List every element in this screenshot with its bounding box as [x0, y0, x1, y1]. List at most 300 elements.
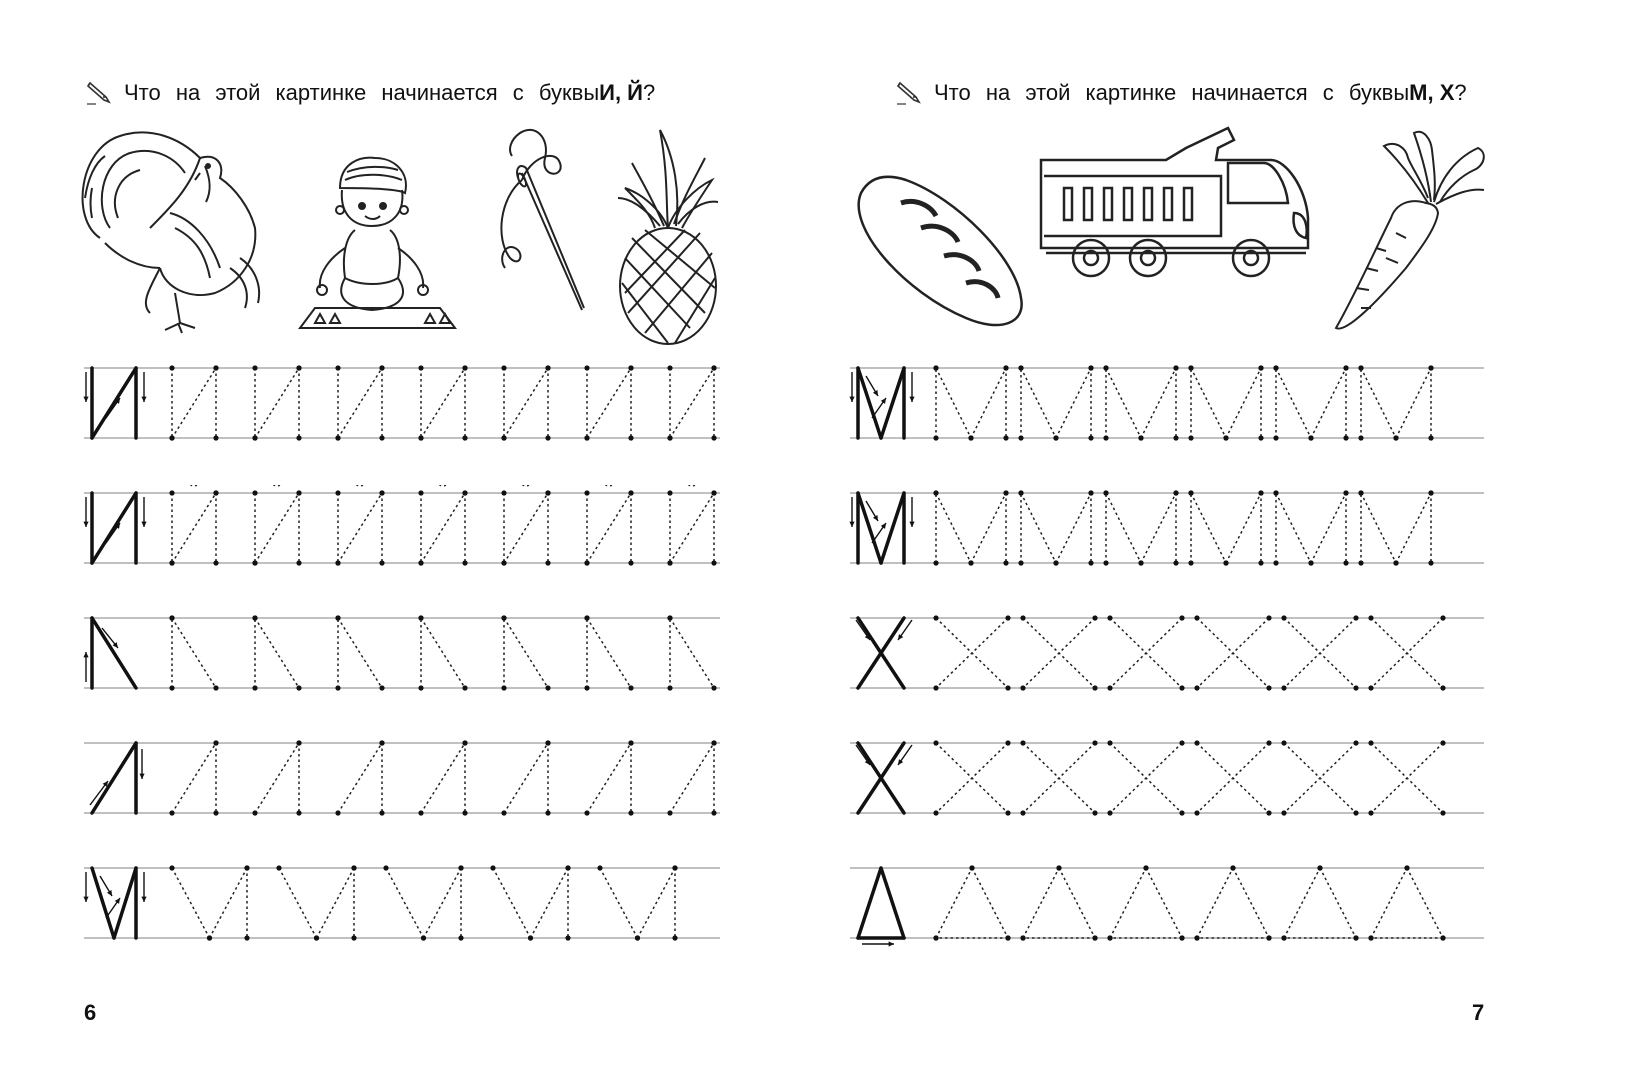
- start-dot: [584, 490, 589, 495]
- start-dot: [1266, 935, 1271, 940]
- start-dot: [418, 810, 423, 815]
- start-dot: [672, 865, 677, 870]
- dotted-breve: [602, 485, 616, 486]
- end-dot: [244, 935, 249, 940]
- end-dot: [213, 435, 218, 440]
- dotted-breve: [685, 485, 699, 486]
- tracing-row-svg: [816, 735, 1633, 825]
- start-dot: [1440, 615, 1445, 620]
- start-dot: [490, 865, 495, 870]
- dotted-stroke: [1056, 493, 1091, 563]
- dotted-stroke: [421, 743, 465, 813]
- start-dot: [1103, 560, 1108, 565]
- start-dot: [667, 560, 672, 565]
- end-dot: [628, 810, 633, 815]
- start-dot: [501, 810, 506, 815]
- start-dot: [252, 685, 257, 690]
- end-dot: [1005, 685, 1010, 690]
- start-dot: [933, 490, 938, 495]
- dotted-stroke: [1320, 868, 1356, 938]
- needle-picture: [501, 130, 584, 310]
- dotted-stroke: [936, 368, 971, 438]
- end-dot: [1173, 435, 1178, 440]
- end-dot: [1003, 435, 1008, 440]
- start-dot: [501, 615, 506, 620]
- start-dot: [968, 560, 973, 565]
- dotted-stroke: [1284, 868, 1320, 938]
- end-dot: [672, 935, 677, 940]
- start-dot: [169, 365, 174, 370]
- sample-stroke: [92, 493, 136, 563]
- start-dot: [1393, 435, 1398, 440]
- start-dot: [1258, 490, 1263, 495]
- start-dot: [1173, 490, 1178, 495]
- dotted-stroke: [1396, 368, 1431, 438]
- dotted-stroke: [338, 618, 382, 688]
- end-dot: [462, 685, 467, 690]
- start-dot: [1258, 365, 1263, 370]
- tracing-row-V: [0, 860, 816, 950]
- end-dot: [1088, 435, 1093, 440]
- dotted-stroke: [338, 743, 382, 813]
- start-dot: [1053, 435, 1058, 440]
- start-dot: [252, 435, 257, 440]
- dotted-stroke: [1023, 868, 1059, 938]
- question-text: Что на этой картинке начинается с буквы: [934, 80, 1410, 105]
- start-dot: [379, 490, 384, 495]
- arrow-head: [141, 897, 146, 902]
- start-dot: [667, 435, 672, 440]
- right-page: [816, 0, 1633, 1080]
- start-dot: [1005, 615, 1010, 620]
- start-dot: [1428, 490, 1433, 495]
- start-dot: [501, 490, 506, 495]
- arrow-head: [83, 397, 88, 402]
- end-dot: [545, 560, 550, 565]
- start-dot: [711, 365, 716, 370]
- end-dot: [1003, 560, 1008, 565]
- end-dot: [711, 685, 716, 690]
- start-dot: [1358, 490, 1363, 495]
- end-dot: [1281, 685, 1286, 690]
- dotted-stroke: [1106, 368, 1141, 438]
- start-dot: [933, 365, 938, 370]
- start-dot: [169, 615, 174, 620]
- dotted-stroke: [1284, 618, 1356, 688]
- start-dot: [252, 810, 257, 815]
- dotted-stroke: [1146, 868, 1182, 938]
- start-dot: [418, 615, 423, 620]
- start-dot: [314, 935, 319, 940]
- end-dot: [1368, 810, 1373, 815]
- page-number-left: 6: [84, 1000, 97, 1025]
- start-dot: [1440, 740, 1445, 745]
- dotted-stroke: [1021, 493, 1056, 563]
- tracing-row-Х2: [816, 735, 1633, 825]
- dotted-stroke: [386, 868, 424, 938]
- dotted-stroke: [1141, 368, 1176, 438]
- dotted-stroke: [1059, 868, 1095, 938]
- dotted-stroke: [936, 493, 971, 563]
- tracing-row-svg: [0, 485, 816, 575]
- dotted-stroke: [587, 618, 631, 688]
- dotted-stroke: [1191, 493, 1226, 563]
- start-dot: [252, 365, 257, 370]
- end-dot: [933, 810, 938, 815]
- dotted-stroke: [1396, 493, 1431, 563]
- start-dot: [1188, 435, 1193, 440]
- dotted-stroke: [421, 493, 465, 563]
- dotted-stroke: [1023, 743, 1095, 813]
- start-dot: [383, 865, 388, 870]
- start-dot: [635, 935, 640, 940]
- start-dot: [1266, 740, 1271, 745]
- start-dot: [667, 685, 672, 690]
- start-dot: [584, 435, 589, 440]
- turkey-picture: [83, 132, 260, 333]
- dotted-stroke: [317, 868, 355, 938]
- end-dot: [1020, 935, 1025, 940]
- start-dot: [1143, 865, 1148, 870]
- end-dot: [1281, 810, 1286, 815]
- dotted-breve: [519, 485, 533, 486]
- start-dot: [597, 865, 602, 870]
- dotted-stroke: [279, 868, 317, 938]
- end-dot: [545, 435, 550, 440]
- dotted-stroke: [587, 368, 631, 438]
- dotted-stroke: [670, 368, 714, 438]
- end-dot: [379, 560, 384, 565]
- start-dot: [169, 560, 174, 565]
- dotted-stroke: [971, 368, 1006, 438]
- carrot-picture: [1336, 132, 1484, 329]
- tracing-row-Х: [816, 610, 1633, 700]
- start-dot: [1088, 365, 1093, 370]
- end-dot: [1005, 810, 1010, 815]
- start-dot: [667, 490, 672, 495]
- truck-picture: [1041, 128, 1308, 276]
- start-dot: [1281, 615, 1286, 620]
- start-dot: [169, 685, 174, 690]
- dotted-stroke: [670, 743, 714, 813]
- start-dot: [545, 490, 550, 495]
- dotted-stroke: [1371, 868, 1407, 938]
- end-dot: [1107, 935, 1112, 940]
- tracing-row-И: [0, 360, 816, 450]
- start-dot: [335, 615, 340, 620]
- start-dot: [501, 435, 506, 440]
- start-dot: [933, 435, 938, 440]
- start-dot: [1368, 615, 1373, 620]
- dotted-stroke: [1023, 618, 1095, 688]
- start-dot: [335, 490, 340, 495]
- end-dot: [1440, 685, 1445, 690]
- question-letters: М, Х: [1409, 80, 1455, 105]
- end-dot: [213, 810, 218, 815]
- pencil-icon: [894, 80, 922, 106]
- dotted-stroke: [172, 493, 216, 563]
- start-dot: [252, 560, 257, 565]
- sample-stroke: [858, 493, 881, 563]
- start-dot: [252, 615, 257, 620]
- arrow-head: [909, 522, 914, 527]
- start-dot: [244, 865, 249, 870]
- question-mark: ?: [643, 80, 656, 105]
- start-dot: [418, 685, 423, 690]
- dotted-stroke: [172, 368, 216, 438]
- dotted-stroke: [1141, 493, 1176, 563]
- dotted-stroke: [1361, 368, 1396, 438]
- dotted-breve: [187, 485, 201, 486]
- start-dot: [1308, 435, 1313, 440]
- start-dot: [213, 365, 218, 370]
- end-dot: [1092, 685, 1097, 690]
- start-dot: [1103, 490, 1108, 495]
- start-dot: [667, 810, 672, 815]
- start-dot: [584, 560, 589, 565]
- end-dot: [462, 435, 467, 440]
- start-dot: [1317, 865, 1322, 870]
- end-dot: [1194, 935, 1199, 940]
- start-dot: [628, 740, 633, 745]
- dotted-stroke: [172, 743, 216, 813]
- start-dot: [207, 935, 212, 940]
- start-dot: [1092, 615, 1097, 620]
- start-dot: [1404, 865, 1409, 870]
- start-dot: [418, 490, 423, 495]
- start-dot: [1223, 435, 1228, 440]
- dotted-stroke: [1021, 368, 1056, 438]
- start-dot: [1440, 935, 1445, 940]
- start-dot: [418, 560, 423, 565]
- start-dot: [335, 685, 340, 690]
- end-dot: [1258, 435, 1263, 440]
- start-dot: [667, 615, 672, 620]
- start-dot: [1103, 435, 1108, 440]
- dotted-stroke: [504, 618, 548, 688]
- end-dot: [1440, 810, 1445, 815]
- start-dot: [1353, 935, 1358, 940]
- dotted-stroke: [531, 868, 569, 938]
- end-dot: [296, 560, 301, 565]
- sample-stroke: [92, 618, 136, 688]
- start-dot: [1188, 560, 1193, 565]
- end-dot: [296, 810, 301, 815]
- start-dot: [1020, 615, 1025, 620]
- start-dot: [1103, 365, 1108, 370]
- dotted-breve: [270, 485, 284, 486]
- tracing-row-svg: [816, 610, 1633, 700]
- end-dot: [628, 560, 633, 565]
- dotted-stroke: [1311, 368, 1346, 438]
- dotted-stroke: [1276, 493, 1311, 563]
- dotted-stroke: [1226, 368, 1261, 438]
- left-page: [0, 0, 816, 1080]
- start-dot: [169, 865, 174, 870]
- start-dot: [1020, 740, 1025, 745]
- tracing-row-М2: [816, 485, 1633, 575]
- dotted-stroke: [421, 618, 465, 688]
- dotted-stroke: [670, 618, 714, 688]
- start-dot: [501, 365, 506, 370]
- left-question: [84, 80, 655, 106]
- dotted-stroke: [587, 493, 631, 563]
- arrow-head: [881, 523, 886, 529]
- start-dot: [1188, 490, 1193, 495]
- start-dot: [628, 365, 633, 370]
- dotted-stroke: [971, 493, 1006, 563]
- start-dot: [711, 740, 716, 745]
- end-dot: [462, 560, 467, 565]
- start-dot: [169, 435, 174, 440]
- dotted-stroke: [1361, 493, 1396, 563]
- dotted-stroke: [1407, 868, 1443, 938]
- end-dot: [462, 810, 467, 815]
- dotted-stroke: [504, 493, 548, 563]
- dotted-stroke: [172, 618, 216, 688]
- question-text: Что на этой картинке начинается с буквы: [124, 80, 600, 105]
- end-dot: [213, 685, 218, 690]
- end-dot: [1368, 685, 1373, 690]
- end-dot: [545, 685, 550, 690]
- dotted-stroke: [504, 743, 548, 813]
- dotted-breve: [353, 485, 367, 486]
- start-dot: [1353, 740, 1358, 745]
- end-dot: [565, 935, 570, 940]
- start-dot: [584, 615, 589, 620]
- dotted-stroke: [172, 868, 210, 938]
- start-dot: [335, 365, 340, 370]
- start-dot: [933, 740, 938, 745]
- start-dot: [1273, 560, 1278, 565]
- dotted-stroke: [1371, 618, 1443, 688]
- start-dot: [296, 365, 301, 370]
- sample-stroke: [858, 368, 881, 438]
- pencil-icon: [84, 80, 112, 106]
- arrow-head: [141, 397, 146, 402]
- dotted-stroke: [1284, 743, 1356, 813]
- dotted-stroke: [1276, 368, 1311, 438]
- end-dot: [1194, 810, 1199, 815]
- tracing-row-svg: [816, 860, 1633, 950]
- end-dot: [1179, 810, 1184, 815]
- end-dot: [1088, 560, 1093, 565]
- arrow-head: [141, 522, 146, 527]
- end-dot: [1107, 685, 1112, 690]
- dotted-stroke: [1311, 493, 1346, 563]
- tracing-row-svg: [816, 485, 1633, 575]
- end-dot: [933, 935, 938, 940]
- start-dot: [335, 810, 340, 815]
- start-dot: [1428, 365, 1433, 370]
- start-dot: [1308, 560, 1313, 565]
- start-dot: [1223, 560, 1228, 565]
- end-dot: [628, 685, 633, 690]
- start-dot: [1092, 935, 1097, 940]
- dotted-stroke: [600, 868, 638, 938]
- start-dot: [584, 365, 589, 370]
- sample-stroke: [92, 368, 136, 438]
- start-dot: [169, 490, 174, 495]
- page-number-right: 7: [1472, 1000, 1485, 1025]
- arrow-head: [889, 941, 894, 946]
- start-dot: [1179, 740, 1184, 745]
- end-dot: [1179, 685, 1184, 690]
- start-dot: [545, 365, 550, 370]
- start-dot: [584, 685, 589, 690]
- arrow-head: [849, 522, 854, 527]
- end-dot: [1107, 810, 1112, 815]
- dotted-stroke: [424, 868, 462, 938]
- dotted-stroke: [1197, 868, 1233, 938]
- arrow-head: [115, 898, 120, 904]
- tracing-row-svg: [0, 735, 816, 825]
- dotted-stroke: [338, 368, 382, 438]
- end-dot: [213, 560, 218, 565]
- start-dot: [1107, 740, 1112, 745]
- arrow-head: [139, 774, 144, 779]
- end-dot: [1020, 685, 1025, 690]
- dotted-stroke: [1233, 868, 1269, 938]
- end-dot: [458, 935, 463, 940]
- start-dot: [169, 810, 174, 815]
- bread-picture: [859, 177, 1022, 325]
- start-dot: [1005, 740, 1010, 745]
- start-dot: [1194, 740, 1199, 745]
- dotted-stroke: [670, 493, 714, 563]
- end-dot: [379, 435, 384, 440]
- arrow-head: [898, 759, 903, 765]
- start-dot: [1107, 615, 1112, 620]
- dotted-breve: [436, 485, 450, 486]
- dotted-stroke: [255, 368, 299, 438]
- dotted-stroke: [504, 368, 548, 438]
- end-dot: [351, 935, 356, 940]
- dotted-stroke: [1226, 493, 1261, 563]
- start-dot: [1088, 490, 1093, 495]
- start-dot: [711, 490, 716, 495]
- sample-stroke: [92, 743, 136, 813]
- start-dot: [213, 490, 218, 495]
- start-dot: [667, 365, 672, 370]
- dotted-stroke: [1056, 368, 1091, 438]
- start-dot: [1273, 490, 1278, 495]
- end-dot: [628, 435, 633, 440]
- start-dot: [296, 740, 301, 745]
- start-dot: [1358, 365, 1363, 370]
- start-dot: [213, 740, 218, 745]
- end-dot: [1194, 685, 1199, 690]
- start-dot: [1092, 740, 1097, 745]
- end-dot: [1343, 435, 1348, 440]
- end-dot: [1266, 810, 1271, 815]
- start-dot: [1138, 560, 1143, 565]
- end-dot: [1368, 935, 1373, 940]
- dotted-stroke: [972, 868, 1008, 938]
- dotted-stroke: [1106, 493, 1141, 563]
- start-dot: [335, 435, 340, 440]
- question-letters: И, Й: [599, 80, 643, 105]
- start-dot: [351, 865, 356, 870]
- pineapple-picture: [618, 130, 718, 344]
- dotted-stroke: [255, 493, 299, 563]
- dotted-stroke: [1110, 743, 1182, 813]
- start-dot: [379, 365, 384, 370]
- start-dot: [1056, 865, 1061, 870]
- dotted-stroke: [936, 743, 1008, 813]
- end-dot: [379, 810, 384, 815]
- dotted-stroke: [1371, 743, 1443, 813]
